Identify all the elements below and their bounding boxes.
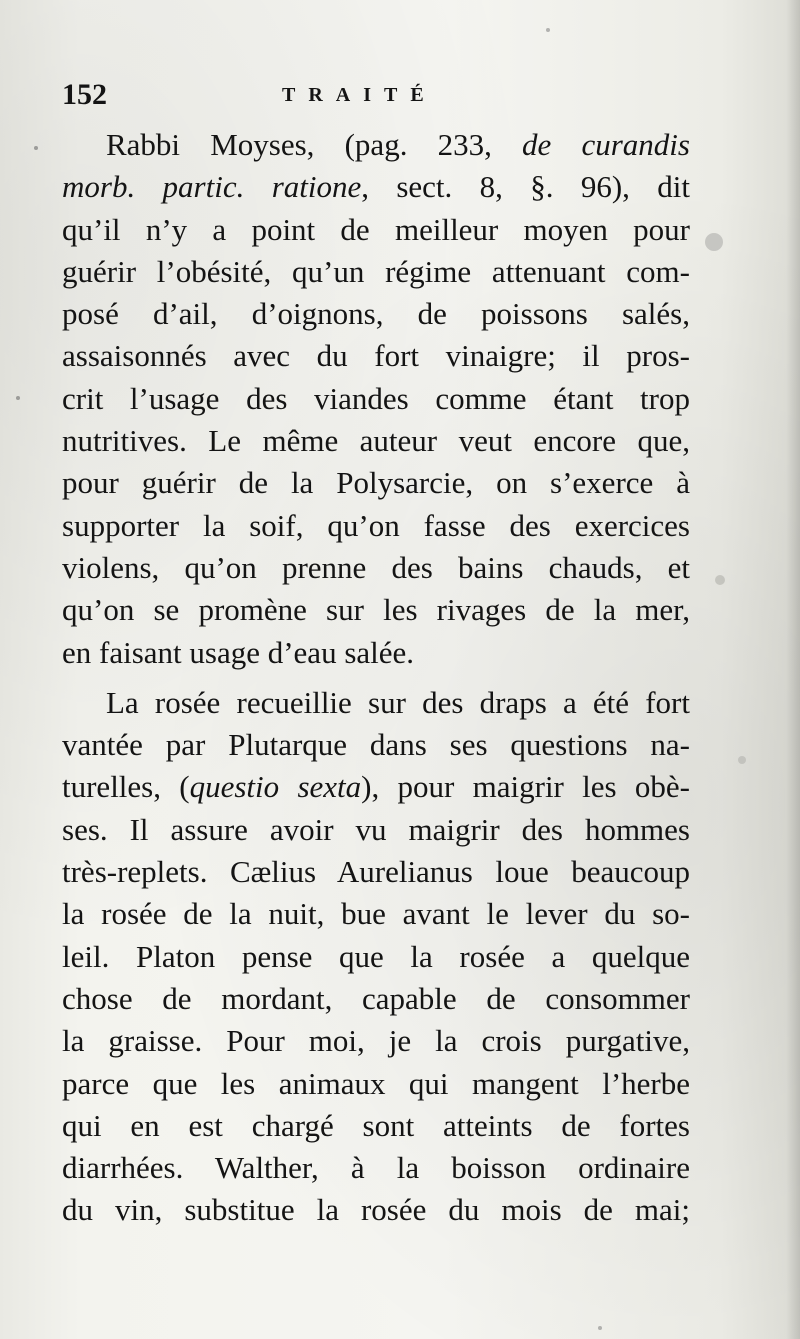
paragraph — [62, 682, 690, 1232]
text-segment: , sect. 8, §. 96), dit — [361, 169, 690, 205]
text-segment: qui en est chargé sont atteints de fortes — [62, 1107, 690, 1143]
text-segment: très-replets. Cælius Aurelianus loue beaucoup — [62, 854, 690, 890]
text-line — [62, 978, 690, 1020]
text-segment: ), pour maigrir les obè- — [361, 769, 690, 805]
text-segment: La rosée recueillie sur des draps a été fort — [106, 684, 690, 720]
text-line — [62, 335, 690, 377]
body-text — [62, 124, 690, 1232]
text-segment: leil. Platon pense que la rosée a quelque — [62, 938, 690, 974]
text-segment: diarrhées. Walther, à la boisson ordinaire — [62, 1150, 690, 1186]
text-segment: la rosée de la nuit, bue avant le lever du so- — [62, 896, 690, 932]
text-segment: vantée par Plutarque dans ses questions na- — [62, 727, 690, 763]
text-segment: chose de mordant, capable de consommer — [62, 980, 690, 1016]
text-line — [62, 1020, 690, 1062]
text-segment: parce que les animaux qui mangent l’herbe — [62, 1065, 690, 1101]
text-line — [62, 293, 690, 335]
text-line — [62, 505, 690, 547]
text-line — [62, 420, 690, 462]
text-line — [62, 893, 690, 935]
text-segment: violens, qu’on prenne des bains chauds, et — [62, 549, 690, 585]
text-line — [62, 724, 690, 766]
text-line — [62, 936, 690, 978]
text-segment: en faisant usage d’eau salée. — [62, 634, 415, 670]
text-line — [62, 209, 690, 251]
text-segment: turelles, ( — [62, 769, 190, 805]
text-segment: posé d’ail, d’oignons, de poissons salés, — [62, 296, 690, 332]
page-header — [62, 78, 692, 118]
text-line — [62, 809, 690, 851]
text-segment: nutritives. Le même auteur veut encore que, — [62, 423, 690, 459]
text-line — [62, 851, 690, 893]
text-segment: ses. Il assure avoir vu maigrir des hommes — [62, 811, 690, 847]
running-title: TRAITÉ — [282, 84, 437, 106]
text-line — [62, 1063, 690, 1105]
text-segment: Rabbi Moyses, (pag. 233, — [106, 127, 523, 162]
text-line — [62, 1147, 690, 1189]
text-line — [62, 766, 690, 808]
page-number: 152 — [62, 78, 107, 111]
text-line — [62, 124, 690, 166]
paragraph — [62, 124, 690, 674]
text-segment: la graisse. Pour moi, je la crois purgative, — [62, 1023, 690, 1059]
paragraph-gap — [62, 674, 690, 682]
text-segment: crit l’usage des viandes comme étant trop — [62, 380, 690, 416]
text-line — [62, 682, 690, 724]
italic-text: questio sexta — [189, 769, 362, 805]
text-segment: supporter la soif, qu’on fasse des exercices — [62, 507, 690, 543]
text-segment: qu’on se promène sur les rivages de la mer, — [62, 592, 690, 628]
text-line — [62, 1189, 690, 1231]
text-line — [62, 462, 690, 504]
text-line — [62, 547, 690, 589]
text-line — [62, 1105, 690, 1147]
text-line — [62, 166, 690, 208]
text-segment: guérir l’obésité, qu’un régime attenuant com- — [62, 253, 690, 289]
text-segment: qu’il n’y a point de meilleur moyen pour — [62, 211, 690, 247]
italic-text: morb. partic. ratione — [62, 169, 362, 205]
text-segment: du vin, substitue la rosée du mois de mai; — [62, 1192, 690, 1228]
text-segment: pour guérir de la Polysarcie, on s’exerce à — [62, 465, 690, 501]
text-line — [62, 251, 690, 293]
text-segment: assaisonnés avec du fort vinaigre; il pros- — [62, 338, 690, 374]
italic-text: de curandis — [522, 127, 690, 162]
text-line — [62, 378, 690, 420]
text-line — [62, 632, 690, 674]
text-line — [62, 589, 690, 631]
